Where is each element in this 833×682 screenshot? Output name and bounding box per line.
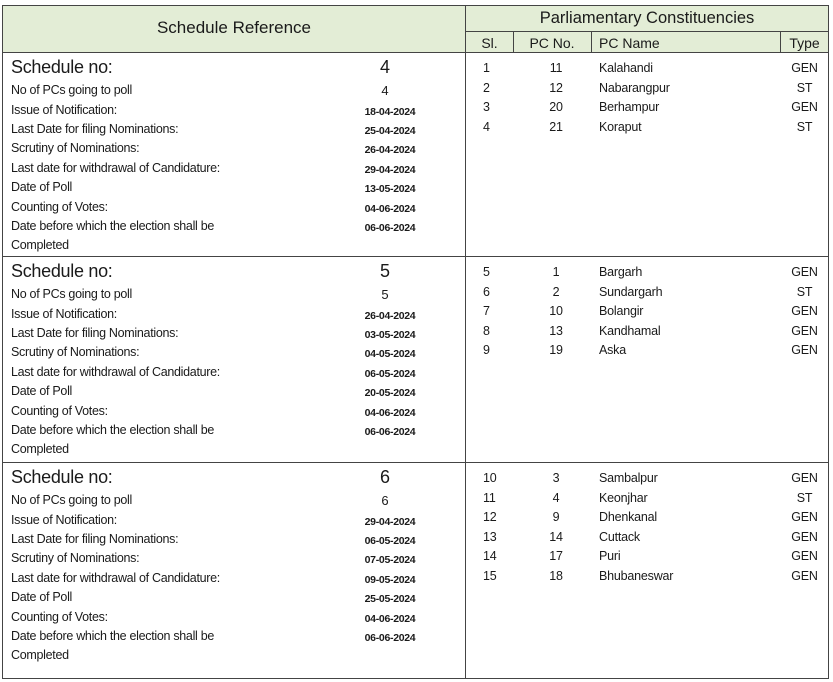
pc-number: 1 [552, 265, 560, 279]
column-header-type: Type [789, 35, 820, 51]
schedule-no-label: Schedule no: [11, 57, 113, 77]
pc-number: 12 [549, 80, 563, 95]
pc-number: 11 [549, 61, 563, 75]
pc-name: Berhampur [599, 100, 660, 114]
value-last-nomination: 03-05-2024 [364, 329, 416, 341]
constituency-row [466, 491, 828, 510]
pc-number: 18 [549, 568, 563, 583]
value-pcs-going: 4 [381, 83, 389, 98]
pc-type: GEN [791, 343, 818, 357]
sl-number: 11 [483, 490, 496, 505]
pc-number: 17 [549, 549, 563, 563]
pc-number: 14 [549, 529, 563, 544]
value-completed: 06-06-2024 [364, 632, 416, 644]
label-pcs-going: No of PCs going to poll [11, 83, 132, 97]
value-pcs-going: 5 [381, 287, 389, 302]
sl-number: 7 [483, 304, 490, 318]
pc-name: Nabarangpur [599, 80, 670, 95]
sl-number: 15 [483, 568, 497, 583]
sl-number: 13 [483, 529, 497, 544]
value-completed: 06-06-2024 [364, 426, 416, 438]
label-completed-line2: Completed [11, 238, 69, 252]
column-divider [591, 31, 592, 52]
pc-number: 4 [552, 490, 560, 505]
label-withdrawal: Last date for withdrawal of Candidature: [11, 161, 220, 175]
column-divider [780, 31, 781, 52]
value-counting: 04-06-2024 [364, 203, 416, 215]
value-poll: 20-05-2024 [364, 387, 416, 399]
pc-name: Sundargarh [599, 284, 663, 299]
schedule-no-label: Schedule no: [11, 467, 113, 487]
pc-type: ST [796, 119, 813, 134]
pc-name: Bhubaneswar [599, 568, 674, 583]
pc-number: 21 [549, 119, 563, 134]
pc-type: GEN [791, 529, 818, 544]
constituencies-title: Parliamentary Constituencies [539, 9, 755, 27]
label-completed-line1: Date before which the election shall be [11, 219, 215, 233]
pc-name: Cuttack [599, 529, 640, 544]
label-poll: Date of Poll [11, 590, 73, 604]
schedule-table [2, 5, 829, 679]
sl-number: 10 [483, 471, 497, 485]
column-divider [513, 31, 514, 52]
label-completed-line2: Completed [11, 442, 69, 456]
value-withdrawal: 29-04-2024 [364, 164, 416, 176]
value-notification: 26-04-2024 [364, 310, 416, 322]
constituency-row [466, 343, 828, 362]
label-poll: Date of Poll [11, 384, 73, 398]
pc-name: Bolangir [599, 304, 644, 318]
label-last-nomination: Last Date for filing Nominations: [11, 532, 179, 546]
label-counting: Counting of Votes: [11, 610, 108, 624]
label-notification: Issue of Notification: [11, 103, 117, 117]
sl-number: 5 [483, 265, 490, 279]
pc-name: Puri [599, 549, 621, 563]
pc-type: GEN [791, 471, 818, 485]
label-withdrawal: Last date for withdrawal of Candidature: [11, 365, 220, 379]
pc-number: 13 [549, 323, 563, 338]
value-poll: 13-05-2024 [364, 183, 416, 195]
label-completed-line1: Date before which the election shall be [11, 423, 215, 437]
value-poll: 25-05-2024 [364, 593, 416, 605]
label-last-nomination: Last Date for filing Nominations: [11, 326, 179, 340]
sl-number: 14 [483, 549, 497, 563]
pc-name: Dhenkanal [599, 510, 657, 524]
value-last-nomination: 25-04-2024 [364, 125, 416, 137]
pc-number: 3 [552, 471, 560, 485]
constituency-row [466, 285, 828, 304]
constituency-row [466, 81, 828, 100]
sl-number: 4 [483, 119, 490, 134]
value-notification: 18-04-2024 [364, 106, 416, 118]
constituency-row [466, 120, 828, 139]
schedule-reference-title: Schedule Reference [156, 18, 312, 37]
schedule-no-label: Schedule no: [11, 261, 113, 281]
pc-type: GEN [791, 568, 818, 583]
constituency-row [466, 265, 828, 284]
pc-number: 19 [549, 343, 563, 357]
pc-type: GEN [791, 265, 818, 279]
column-header-pc-no: PC No. [529, 35, 575, 51]
pc-number: 2 [552, 284, 560, 299]
pc-name: Koraput [599, 119, 642, 134]
label-scrutiny: Scrutiny of Nominations: [11, 345, 140, 359]
sl-number: 6 [483, 284, 490, 299]
label-poll: Date of Poll [11, 180, 73, 194]
value-pcs-going: 6 [381, 493, 389, 508]
pc-name: Bargarh [599, 265, 643, 279]
constituency-row [466, 510, 828, 529]
pc-type: ST [796, 490, 813, 505]
pc-type: GEN [791, 510, 818, 524]
label-pcs-going: No of PCs going to poll [11, 287, 132, 301]
pc-type: GEN [791, 61, 818, 75]
value-notification: 29-04-2024 [364, 516, 416, 528]
label-notification: Issue of Notification: [11, 307, 117, 321]
value-scrutiny: 04-05-2024 [364, 348, 416, 360]
pc-name: Keonjhar [599, 490, 648, 505]
value-counting: 04-06-2024 [364, 613, 416, 625]
sl-number: 3 [483, 100, 490, 114]
value-withdrawal: 06-05-2024 [364, 368, 416, 380]
pc-type: GEN [791, 304, 818, 318]
label-pcs-going: No of PCs going to poll [11, 493, 132, 507]
sl-number: 8 [483, 323, 490, 338]
constituency-row [466, 324, 828, 343]
label-completed-line1: Date before which the election shall be [11, 629, 215, 643]
constituency-row [466, 304, 828, 323]
constituency-row [466, 549, 828, 568]
label-scrutiny: Scrutiny of Nominations: [11, 551, 140, 565]
pc-type: ST [796, 284, 813, 299]
pc-name: Kalahandi [599, 61, 653, 75]
sl-number: 1 [483, 61, 490, 75]
sl-number: 2 [483, 80, 490, 95]
column-header-pc-name: PC Name [599, 35, 660, 51]
value-counting: 04-06-2024 [364, 407, 416, 419]
label-notification: Issue of Notification: [11, 513, 117, 527]
value-last-nomination: 06-05-2024 [364, 535, 416, 547]
label-counting: Counting of Votes: [11, 404, 108, 418]
schedule-section [3, 257, 828, 457]
pc-name: Aska [599, 343, 626, 357]
constituencies-header [466, 6, 828, 52]
schedule-no-value: 4 [379, 57, 390, 77]
schedule-section [3, 53, 828, 253]
sl-number: 12 [483, 510, 497, 524]
value-scrutiny: 26-04-2024 [364, 144, 416, 156]
pc-type: GEN [791, 100, 818, 114]
pc-type: ST [796, 80, 813, 95]
label-scrutiny: Scrutiny of Nominations: [11, 141, 140, 155]
pc-name: Sambalpur [599, 471, 658, 485]
label-withdrawal: Last date for withdrawal of Candidature: [11, 571, 220, 585]
pc-number: 9 [552, 510, 560, 524]
value-scrutiny: 07-05-2024 [364, 554, 416, 566]
label-last-nomination: Last Date for filing Nominations: [11, 122, 179, 136]
constituency-row [466, 61, 828, 80]
constituency-row [466, 100, 828, 119]
value-withdrawal: 09-05-2024 [364, 574, 416, 586]
label-counting: Counting of Votes: [11, 200, 108, 214]
constituency-row [466, 471, 828, 490]
sl-number: 9 [483, 343, 490, 357]
schedule-reference-header [3, 6, 465, 52]
pc-number: 10 [549, 304, 563, 318]
schedule-section [3, 463, 828, 663]
schedule-no-value: 6 [379, 467, 390, 487]
schedule-no-value: 5 [379, 261, 390, 281]
header-divider [466, 31, 828, 32]
label-completed-line2: Completed [11, 648, 69, 662]
constituency-row [466, 569, 828, 588]
pc-type: GEN [791, 323, 818, 338]
pc-name: Kandhamal [599, 323, 661, 338]
column-header-sl: Sl. [481, 35, 498, 51]
pc-number: 20 [549, 100, 563, 114]
pc-type: GEN [791, 549, 818, 563]
value-completed: 06-06-2024 [364, 222, 416, 234]
constituency-row [466, 530, 828, 549]
